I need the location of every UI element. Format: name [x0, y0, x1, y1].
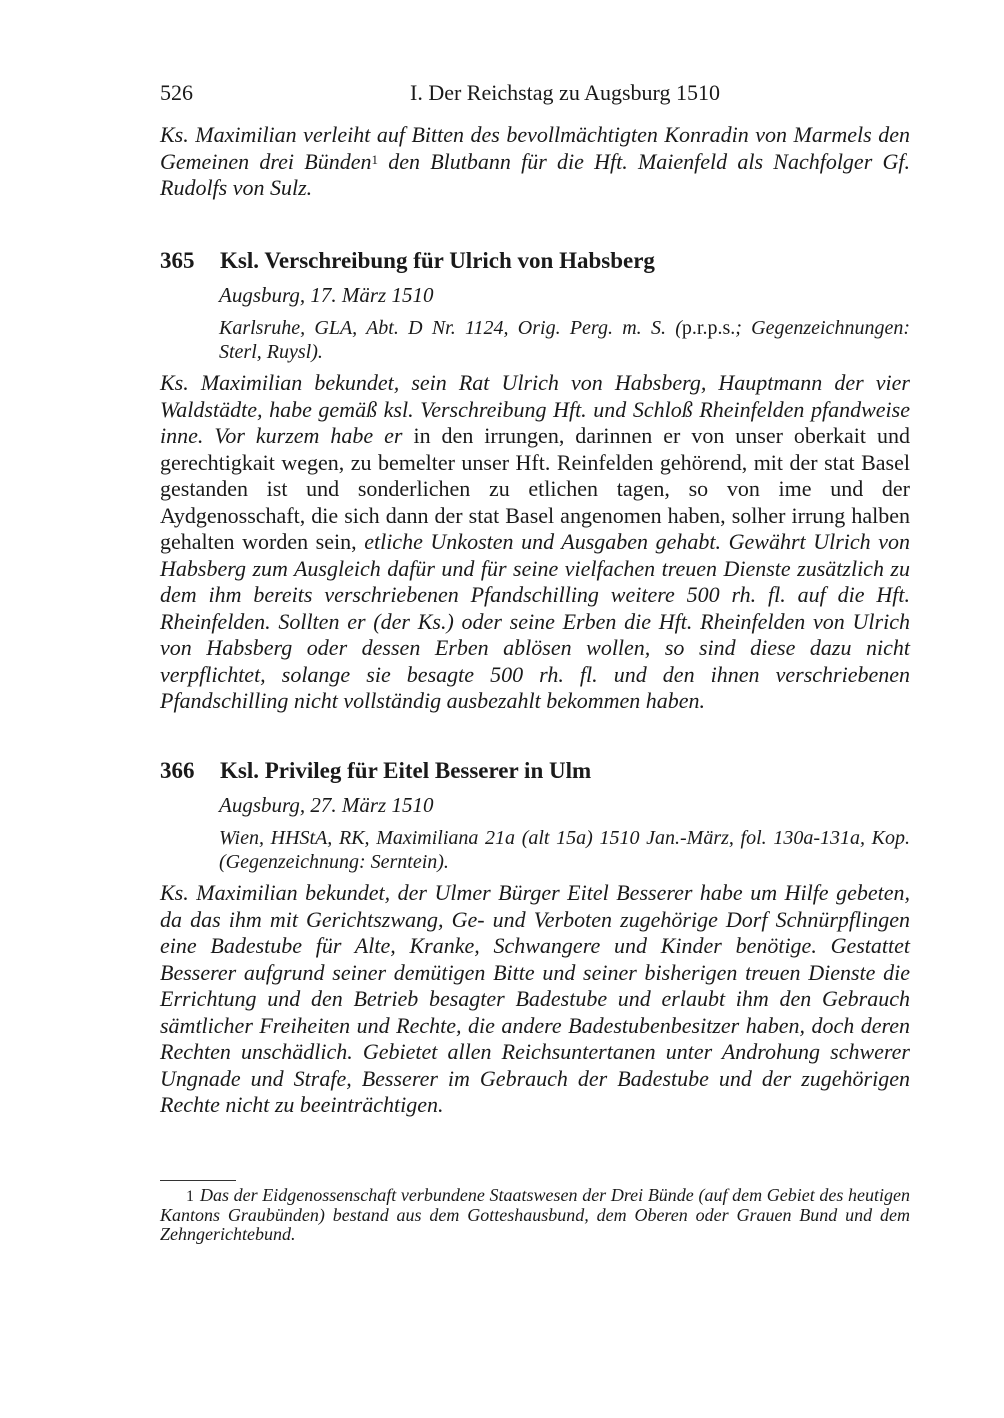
doc-366-title: Ksl. Privileg für Eitel Besserer in Ulm: [220, 758, 592, 783]
doc-366-number: 366: [160, 758, 195, 783]
doc-365-number: 365: [160, 248, 195, 273]
doc-365-date: Augsburg, 17. März 1510: [219, 283, 434, 307]
footnote-ref: 1: [371, 151, 378, 167]
doc-365-source-a: Karlsruhe, GLA, Abt. D Nr. 1124, Orig. Perg. m. S. (: [219, 317, 682, 339]
intro-text: Ks. Maximilian verleiht auf Bitten des bevollmächtigten Konradin von Marmels den Gemeinen drei Bünden: [160, 122, 910, 174]
footnote-text: Das der Eidgenossenschaft verbundene Staatswesen der Drei Bünde (auf dem Gebiet des heutigen Kantons Graubünden) bestand aus dem Gotteshausbund, dem Oberen oder Grauen Bund und dem Zehngerichtebund.: [160, 1185, 910, 1244]
doc-365-source: [219, 316, 910, 364]
footnote-number: 1: [186, 1188, 194, 1205]
footnote: [160, 1186, 910, 1244]
doc-366-source: Wien, HHStA, RK, Maximiliana 21a (alt 15a) 1510 Jan.-März, fol. 130a-131a, Kop. (Gegenzeichnung: Serntein).: [219, 827, 910, 873]
running-title: I. Der Reichstag zu Augsburg 1510: [410, 80, 720, 105]
footnote-rule: [160, 1180, 236, 1181]
intro-text-after: den Blutbann für die Hft. Maienfeld als Nachfolger Gf. Rudolfs von Sulz.: [160, 148, 910, 200]
page-header: [160, 80, 910, 110]
doc-365-source-roman: p.r.p.s.: [681, 317, 736, 339]
doc-365-heading: [160, 248, 910, 274]
doc-365-body-quote: in den irrungen, darinnen er von unser oberkait und gerechtigkait wegen, zu bemelter unser Hft. Reinfelden gehörend, mit der stat Basel gestanden ist und sonderlichen zu etlichen tagen, so von ime und der Aydgenosschaft, die sich dann der stat Basel angenomen haben, solher irrung halben gehalten worden sein,: [160, 423, 910, 554]
doc-365-source-b: ; Gegenzeichnungen: Sterl, Ruysl).: [219, 317, 910, 363]
page-number: 526: [160, 80, 193, 105]
doc-366-body: Ks. Maximilian bekundet, der Ulmer Bürger Eitel Besserer habe um Hilfe gebeten, da das ihm mit Gerichtszwang, Ge- und Verboten zugehörige Dorf Schnürpflingen eine Badestube für Alte, Kranke, Schwangere und Kinder benötige. Gestattet Besserer aufgrund seiner demütigen Bitte und seiner bisherigen treuen Dienste die Errichtung und den Betrieb besagter Badestube und erlaubt ihm den Gebrauch sämtlicher Freiheiten und Rechte, die andere Badestubenbesitzer haben, doch deren Rechten unschädlich. Gebietet allen Reichsuntertanen unter Androhung schwerer Ungnade und Strafe, Besserer im Gebrauch der Badestube und der zugehörigen Rechte nicht zu beeinträchtigen.: [160, 880, 910, 1117]
doc-365-body-b: etliche Unkosten und Ausgaben gehabt. Gewährt Ulrich von Habsberg zum Ausgleich dafür und für seine vielfachen treuen Dienste zusätzlich zu dem ihm bereits verschriebenen Pfandschilling weitere 500 rh. fl. auf die Hft. Rheinfelden. Sollten er (der Ks.) oder seine Erben die Hft. Rheinfelden von Ulrich von Habsberg oder dessen Erben ablösen wollen, so sind diese dazu nicht verpflichtet, solange sie besagte 500 rh. fl. und den ihnen verschriebenen Pfandschilling nicht vollständig ausbezahlt bekommen haben.: [160, 529, 910, 713]
doc-365-body-a: Ks. Maximilian bekundet, sein Rat Ulrich von Habsberg, Hauptmann der vier Waldstädte, habe gemäß ksl. Verschreibung Hft. und Schloß Rheinfelden pfandweise inne. Vor kurzem habe er: [160, 370, 910, 448]
doc-365-title: Ksl. Verschreibung für Ulrich von Habsberg: [220, 248, 655, 273]
doc-366-date: Augsburg, 27. März 1510: [219, 793, 434, 817]
doc-366-heading: [160, 758, 910, 784]
intro-regest: [160, 122, 910, 202]
doc-365-body: [160, 370, 910, 715]
